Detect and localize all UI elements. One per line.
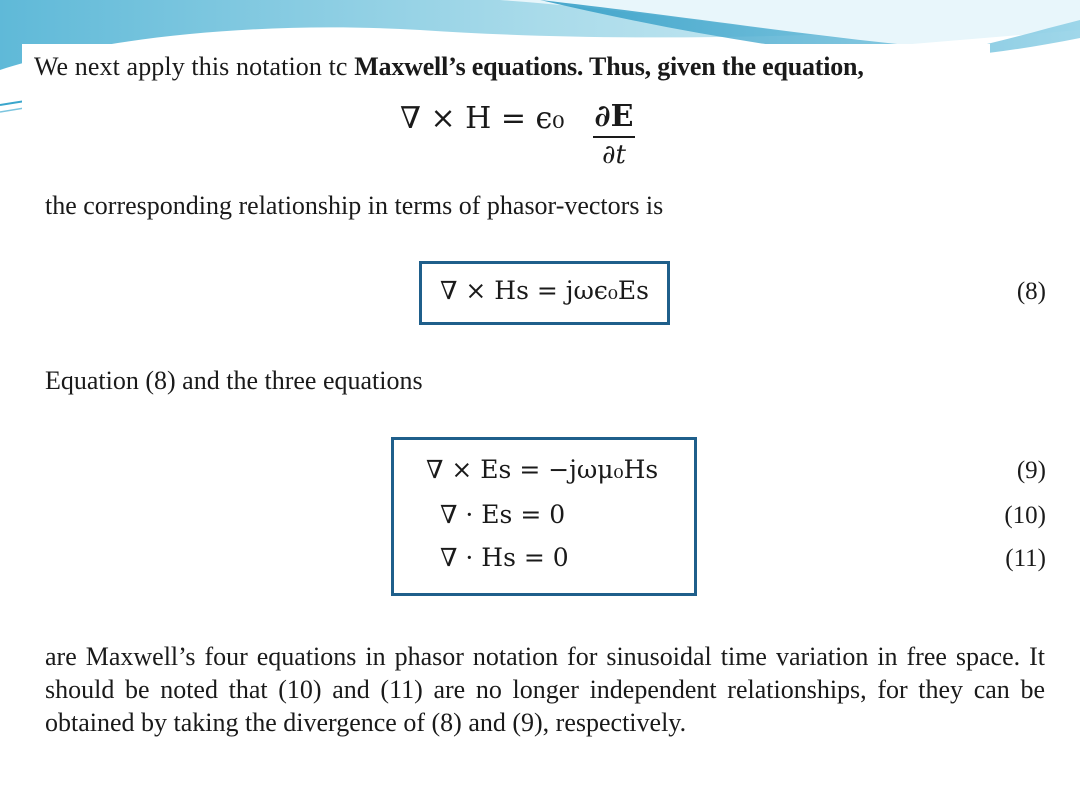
equation-9-label: (9): [1016, 457, 1046, 484]
intro-line: [34, 52, 864, 82]
equation-11: ∇ · Hs = 0: [440, 543, 569, 572]
equation-8-label: (8): [1016, 278, 1046, 305]
fraction-bar: [593, 136, 635, 138]
fraction-numerator: ∂E: [594, 99, 634, 134]
fraction-denominator: ∂t: [602, 140, 626, 170]
equation-fraction: [593, 100, 635, 170]
phasor-line: the corresponding relationship in terms of phasor-vectors is: [45, 191, 664, 220]
equation-8: ∇ × Hs = jωϵ₀Es: [440, 276, 650, 305]
equation-10-label: (10): [1004, 502, 1046, 529]
equation-8-line: Equation (8) and the three equations: [45, 366, 423, 395]
intro-plain-text: We next apply this notation tc: [34, 52, 348, 81]
equation-curl-h: ∇ × H = ϵ₀: [400, 101, 565, 136]
equation-11-label: (11): [1005, 545, 1046, 572]
closing-paragraph: are Maxwell’s four equations in phasor notation for sinusoidal time variation in free space. It should be noted that (10) and (11) are no longer independent relationships, for they can be obtained by taking the divergence of (8) and (9), respectively.: [45, 642, 1045, 737]
equation-9: ∇ × Es = −jωμ₀Hs: [426, 455, 659, 484]
equation-10: ∇ · Es = 0: [440, 500, 566, 529]
intro-bold-text: Maxwell’s equations. Thus, given the equation,: [354, 52, 864, 81]
